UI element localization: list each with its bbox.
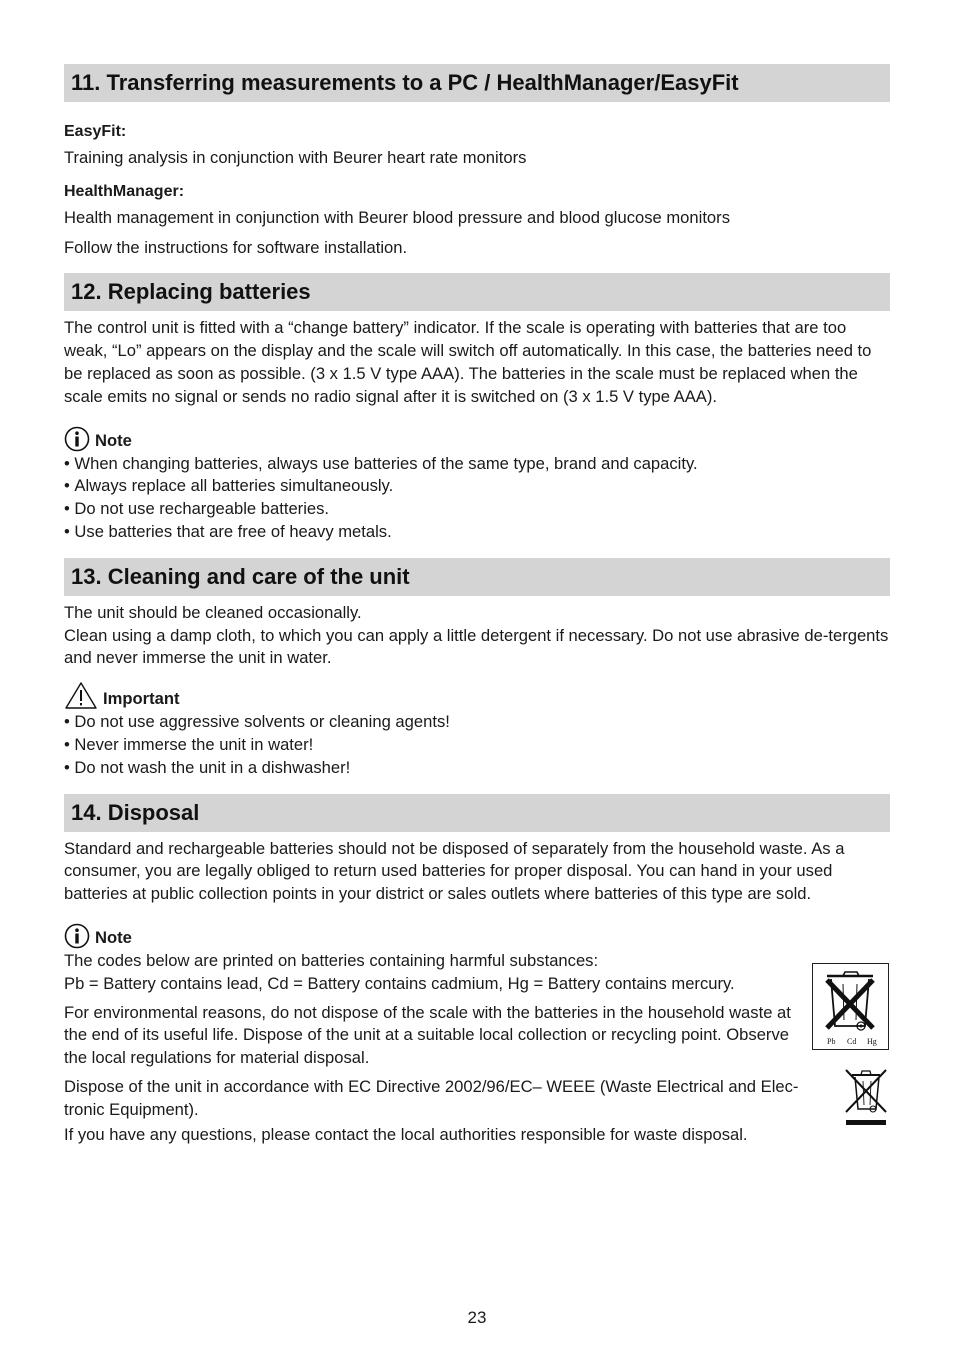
page-content — [64, 64, 890, 1146]
list-item: • When changing batteries, always use batteries of the same type, brand and capacity. — [64, 453, 890, 476]
list-item: • Never immerse the unit in water! — [64, 734, 890, 757]
page-number: 23 — [467, 1308, 487, 1327]
environment-text: For environmental reasons, do not dispose of the scale with the batteries in the household waste at the end of its useful life. Dispose of the unit at a suitable local collection or recycling point. Observe the local regulations for material disposal. — [64, 1002, 791, 1068]
battery-notes-list — [64, 453, 890, 544]
weee-text: Dispose of the unit in accordance with EC Directive 2002/96/EC– WEEE (Waste Electrical and Elec-tronic Equipment). — [64, 1076, 799, 1119]
list-item: • Do not use rechargeable batteries. — [64, 498, 890, 521]
cd-label: Cd — [847, 1037, 857, 1046]
questions-text: If you have any questions, please contact the local authorities responsible for waste disposal. — [64, 1124, 748, 1144]
info-icon — [64, 923, 90, 949]
section-13-heading: 13. Cleaning and care of the unit — [64, 558, 890, 596]
easyfit-label: EasyFit: — [64, 123, 127, 140]
easyfit-text: Training analysis in conjunction with Beurer heart rate monitors — [64, 148, 527, 167]
important-label: Important — [103, 689, 180, 709]
note-callout — [64, 426, 890, 452]
disposal-body: Standard and rechargeable batteries should not be disposed of separately from the household waste. As a consumer, you are legally obliged to return used batteries for proper disposal. You can hand in your used batteries at public collection points in your district or sales outlets where batteries of this type are sold. — [64, 838, 845, 904]
crossed-bin-battery-icon — [812, 963, 889, 1050]
cleaning-line-2: Clean using a damp cloth, to which you can apply a little detergent if necessary. Do not use abrasive de-tergents and never immerse the unit in water. — [64, 625, 889, 668]
healthmanager-label: HealthManager: — [64, 182, 185, 200]
pb-label: Pb — [827, 1037, 836, 1046]
section-12-heading: 12. Replacing batteries — [64, 273, 890, 311]
important-callout — [64, 681, 890, 710]
codes-legend: Pb = Battery contains lead, Cd = Battery contains cadmium, Hg = Battery contains mercury. — [64, 973, 735, 993]
codes-intro: The codes below are printed on batteries containing harmful substances: — [64, 950, 599, 970]
hg-label: Hg — [867, 1037, 877, 1046]
list-item: • Always replace all batteries simultaneously. — [64, 475, 890, 498]
warning-triangle-icon — [64, 681, 98, 710]
note-label: Note — [95, 927, 132, 947]
list-item: • Do not wash the unit in a dishwasher! — [64, 757, 890, 780]
cleaning-warnings-list — [64, 711, 890, 779]
cleaning-line-1: The unit should be cleaned occasionally. — [64, 602, 362, 622]
section-14-heading: 14. Disposal — [64, 794, 890, 832]
crossed-bin-weee-icon — [842, 1066, 890, 1128]
list-item: • Use batteries that are free of heavy metals. — [64, 521, 890, 544]
batteries-body: The control unit is fitted with a “change battery” indicator. If the scale is operating with batteries that are too weak, “Lo” appears on the display and the scale will switch off automatically. In this case, the batteries need to be replaced as soon as possible. (3 x 1.5 V type AAA). The batteries in the scale must be replaced when the scale emits no signal or sends no radio signal after it is switched on (3 x 1.5 V type AAA). — [64, 318, 872, 406]
install-instruction: Follow the instructions for software installation. — [64, 237, 408, 257]
healthmanager-text: Health management in conjunction with Beurer blood pressure and blood glucose monitors — [64, 207, 730, 227]
note-label: Note — [95, 430, 132, 450]
list-item: • Do not use aggressive solvents or cleaning agents! — [64, 711, 890, 734]
info-icon — [64, 426, 90, 452]
note-callout — [64, 923, 890, 949]
section-11-heading: 11. Transferring measurements to a PC / HealthManager/EasyFit — [64, 64, 890, 102]
